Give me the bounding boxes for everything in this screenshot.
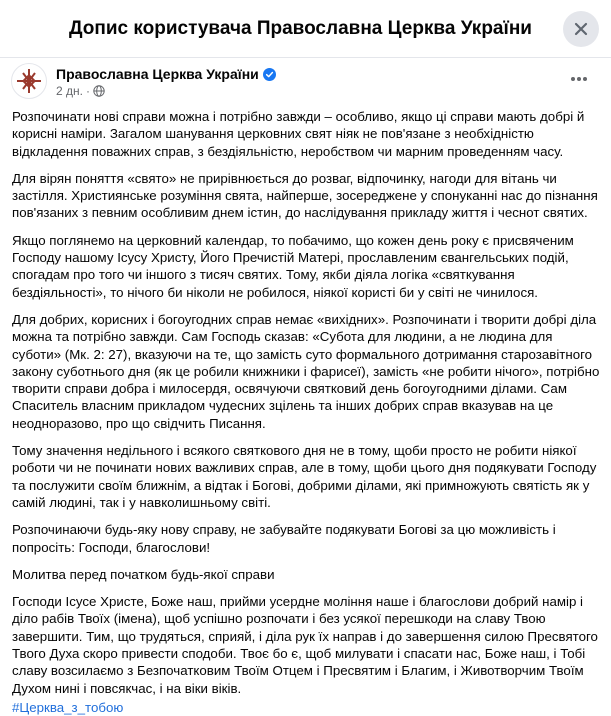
post-paragraph: Розпочинаючи будь-яку нову справу, не забувайте подякувати Богові за цю можливість і попросіть: Господи, благослови!	[12, 522, 556, 555]
author-name[interactable]: Православна Церква України	[56, 66, 259, 82]
modal-header	[0, 0, 611, 58]
post-paragraph: Тому значення недільного і всякого святкового дня не в тому, щоби просто не робити ніякої роботи чи не починати нових важливих справ, але в тому, щоби цього дня подякувати Господу та послужити своїм ближнім, а відтак і Богові, добрими ділами, які примножують святість як у самій людині, так і у навколишньому світі.	[12, 443, 597, 510]
author-line	[56, 66, 276, 82]
church-cross-logo	[12, 64, 46, 98]
post-paragraph: Для добрих, корисних і богоугодних справ немає «вихідних». Розпочинати і творити добрі діла можна та потрібно завжди. Сам Господь сказав: «Субота для людини, а не людина для суботи» (Мк. 2: 27), вказуючи на те, що замість суто формального дотримання старозавітного закону суботнього дня (як це робили книжники і фарисеї), замість «не робити нічого», потрібно творити справи добра і милосердя, освячуючи святковий день богоугодними ділами. Сам Спаситель власним прикладом чудесних зцілень та інших добрих справ вказував на це неодноразово, про що свідчить Писання.	[12, 311, 600, 431]
globe-icon[interactable]	[93, 85, 105, 97]
meta-separator: ·	[85, 84, 90, 98]
post-header	[11, 63, 601, 103]
post-time[interactable]: 2 дн.	[56, 84, 83, 98]
verified-badge-icon	[263, 68, 276, 81]
post-body	[12, 108, 602, 716]
post-paragraph: Якщо поглянемо на церковний календар, то побачимо, що кожен день року є присвяченим Господу нашому Ісусу Христу, Його Пречистій Матері, прославленим євангельських подій, спогадам про того чи іншого з тисяч святих. Тому, якби діяла логіка «святкування бездіяльності», то нічого би ніколи не робилося, ніякої користі би у світі не чинилося.	[12, 232, 574, 300]
modal-title: Допис користувача Православна Церква України	[68, 17, 532, 39]
more-options-button[interactable]	[565, 65, 593, 93]
prayer-title: Молитва перед початком будь-якої справи	[12, 566, 275, 582]
hashtag-link[interactable]: #Церква_з_тобою	[12, 699, 124, 715]
post-paragraph: Розпочинати нові справи можна і потрібно завжди – особливо, якщо ці справи мають добрі й корисні наміри. Загалом шанування церковних свят ніяк не пов'язане з необхідністю відкладення поважних справ, з бездіяльністю, неробством чи марним проведенням часу.	[12, 109, 585, 159]
close-icon	[573, 21, 589, 37]
page-avatar[interactable]	[11, 63, 47, 99]
prayer-text: Господи Ісусе Христе, Боже наш, прийми усердне моління наше і благослови добрий намір і діло рабів Твоїх (імена), щоб успішно розпочати і без усякої перешкоди на славу Твою завершити. Тим, що трудяться, сприяй, і діла рук їх направ і до завершення силою Пресвятого Твого Духа скоро привести сподоби. Твоє бо є, щоб милувати і спасати нас, Боже наш, і Тобі славу возсилаємо з Безпочатковим Твоїм Отцем і Пресвятим і Благим, і Животворчим Твоїм Духом нині і повсякчас, і на віки віків.	[12, 594, 598, 696]
post-meta	[56, 84, 105, 98]
close-button[interactable]	[563, 11, 599, 47]
more-options-icon	[570, 76, 588, 82]
post-paragraph: Для вірян поняття «свято» не прирівнюється до розваг, відпочинку, нагоди для вітань чи застілля. Християнське розуміння свята, найперше, зосереджене у спонуканні нас до пізнання пов'язаних з певним особливим днем істин, до наслідування прикладу життя і чеснот святих.	[12, 170, 598, 221]
